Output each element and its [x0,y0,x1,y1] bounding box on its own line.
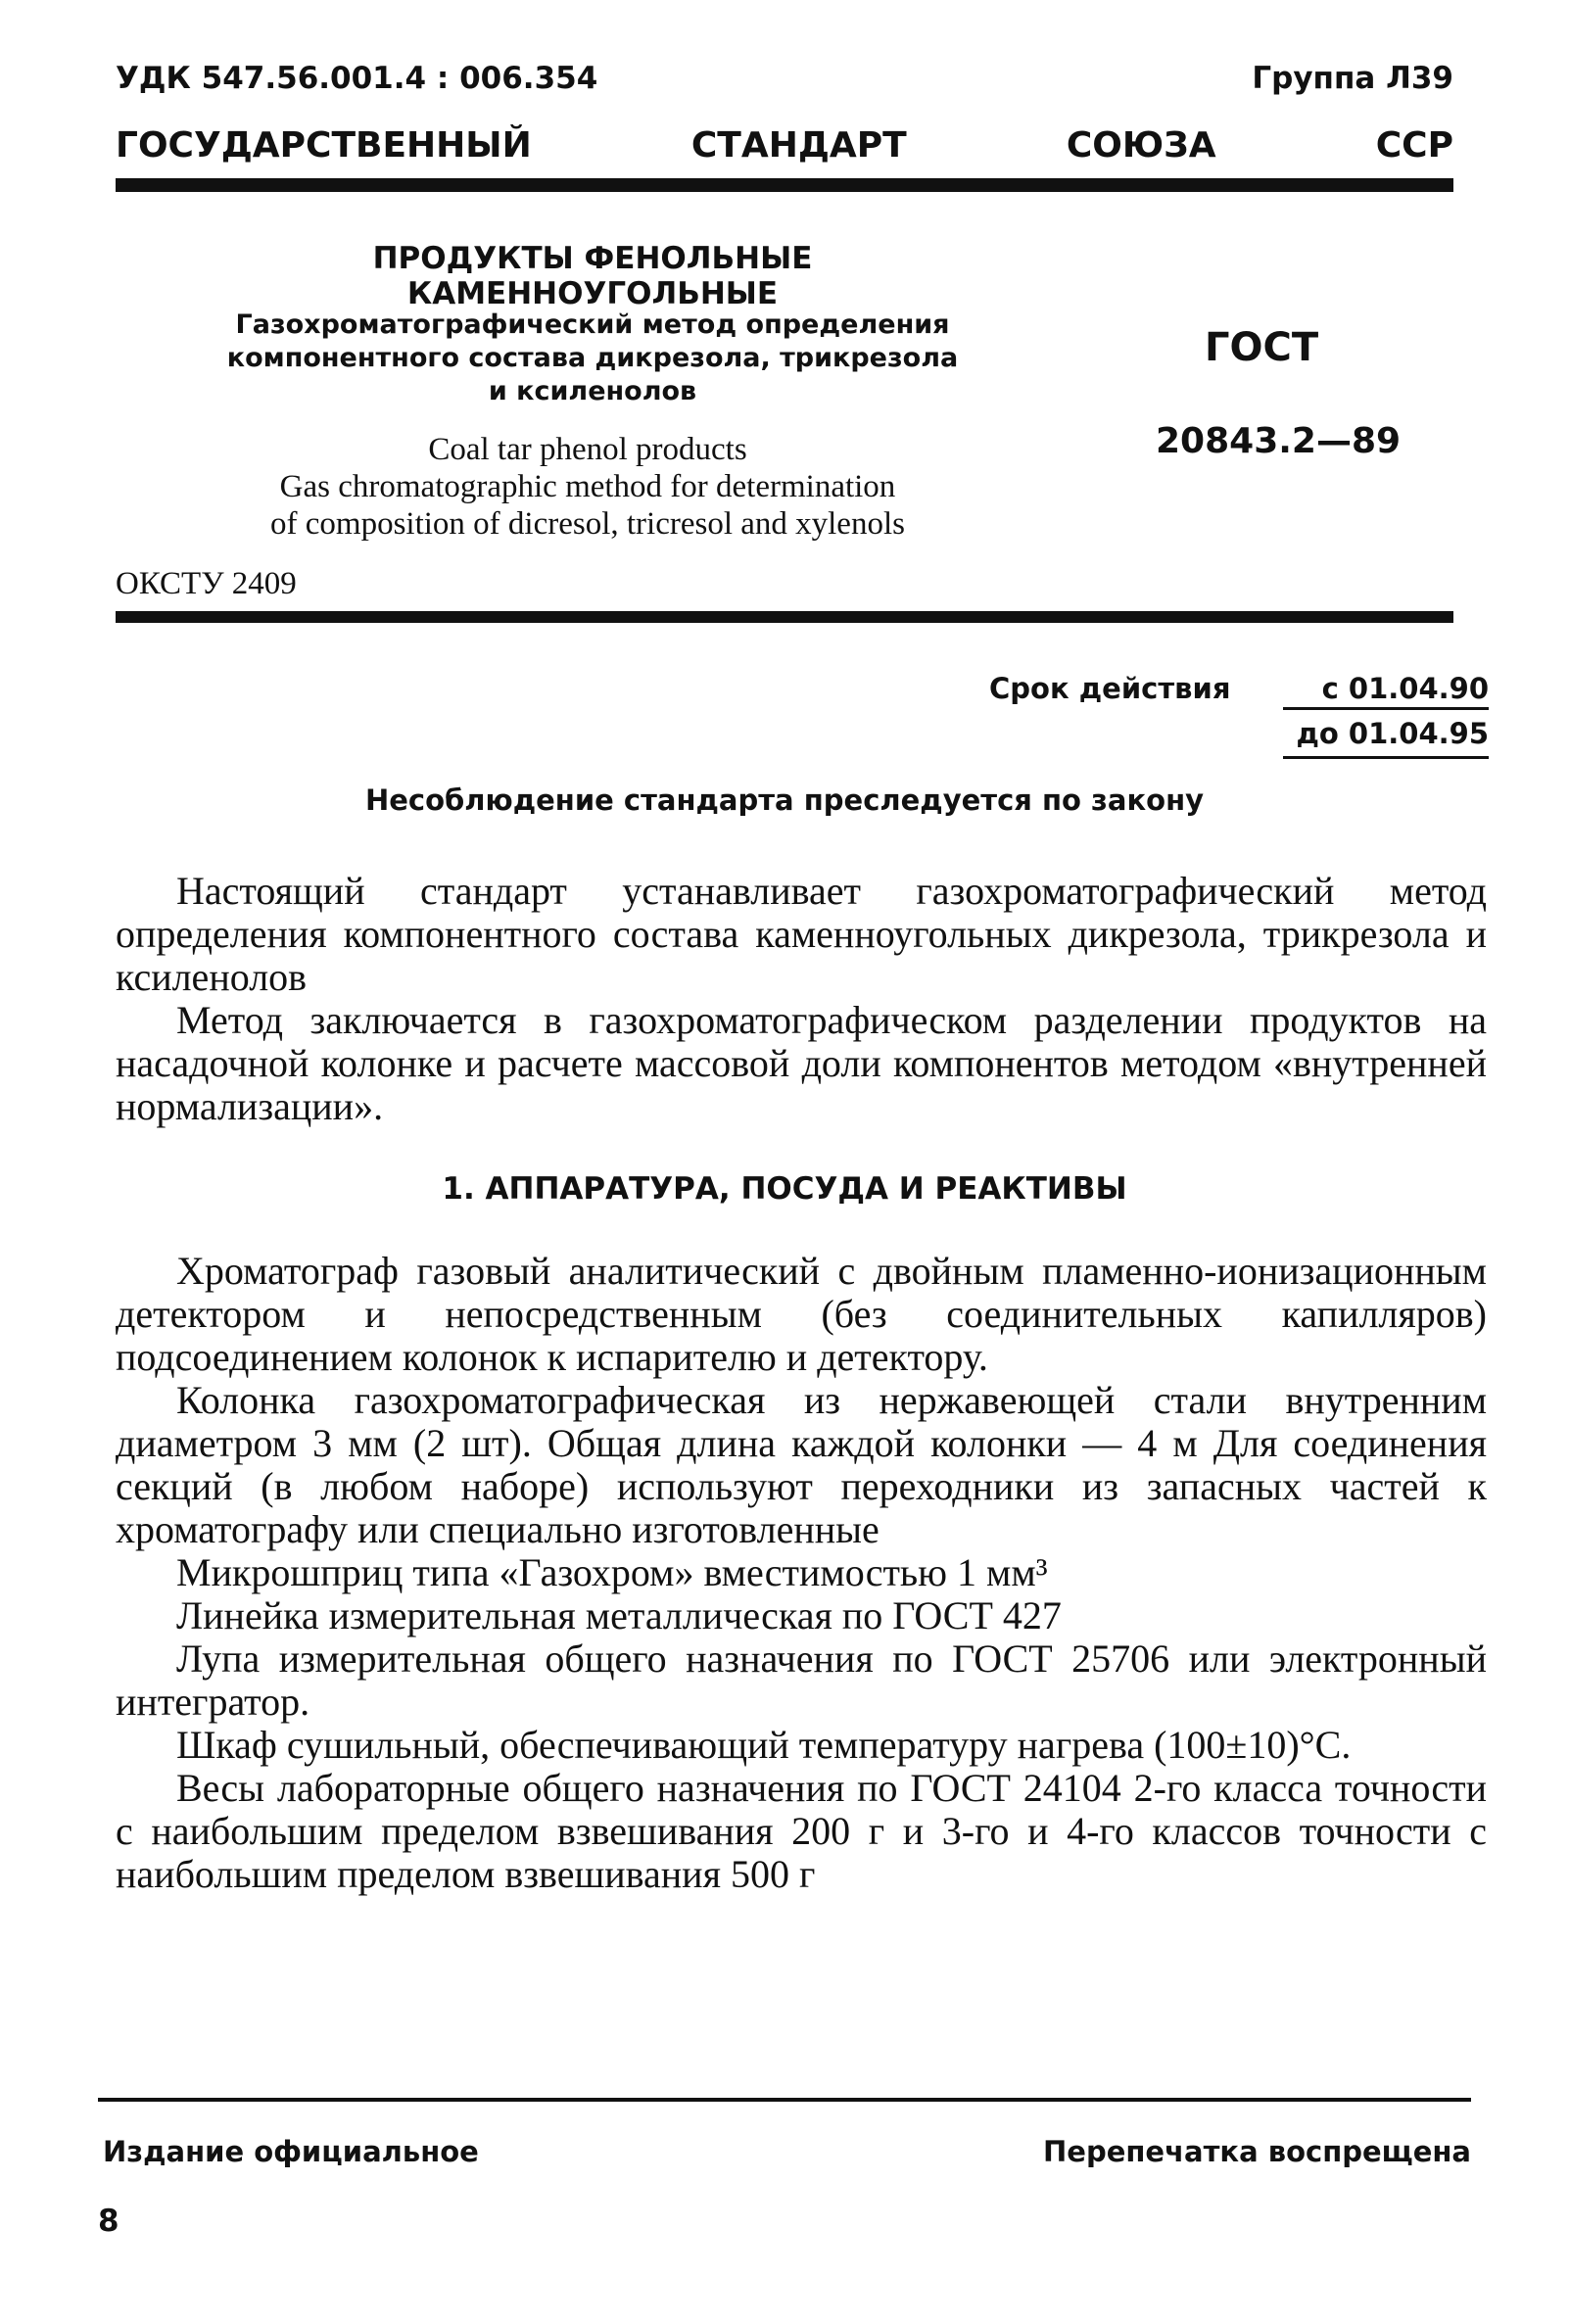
validity-from: с 01.04.90 [1321,672,1489,705]
product-title: ПРОДУКТЫ ФЕНОЛЬНЫЕ КАМЕННОУГОЛЬНЫЕ [372,241,813,311]
validity-to: до 01.04.95 [1296,717,1489,750]
legal-warning: Несоблюдение стандарта преследуется по закону [364,783,1205,817]
intro-paragraph: Настоящий стандарт устанавливает газохроматографический метод определения компонентного состава каменноугольных дикрезола, трикрезола и ксиленолов [116,869,1487,999]
state-title-word: ССР [1375,125,1453,166]
edition-note: Издание официальное [103,2135,479,2168]
method-ru-line: Газохроматографический метод определения [235,309,950,340]
section-heading: 1. АППАРАТУРА, ПОСУДА И РЕАКТИВЫ [442,1171,1127,1207]
group-code: Группа Л39 [1252,61,1453,96]
validity-rule [1283,756,1489,759]
state-title-word: СТАНДАРТ [690,125,907,166]
method-ru-line: и ксиленолов [488,376,697,406]
validity-label: Срок действия [989,672,1231,705]
equipment-item: Линейка измерительная металлическая по ГОСТ 427 [176,1593,1062,1637]
equipment-item: Шкаф сушильный, обеспечивающий температуру нагрева (100±10)°С. [176,1723,1352,1767]
equipment-item: Хроматограф газовый аналитический с двойным пламенно-ионизационным детектором и непосредственным (без соединительных капилляров) подсоединением колонок к испарителю и детектору. [116,1249,1487,1379]
title-divider [116,611,1453,623]
reprint-note: Перепечатка воспрещена [1043,2135,1471,2168]
intro-paragraph: Метод заключается в газохроматографическом разделении продуктов на насадочной колонке и расчете массовой доли компонентов методом «внутренней нормализации». [116,998,1487,1128]
method-en-line: Coal tar phenol products [428,432,747,467]
equipment-item: Весы лабораторные общего назначения по ГОСТ 24104 2-го класса точности с наибольшим пределом взвешивания 200 г и 3-го и 4-го классов точности с наибольшим пределом взвешивания 500 г [116,1766,1487,1896]
gost-label: ГОСТ [1205,325,1319,370]
page-number: 8 [98,2204,119,2239]
state-title-word: СОЮЗА [1066,125,1216,166]
equipment-list [116,1250,1487,1896]
footer-divider [98,2098,1471,2102]
equipment-item: Колонка газохроматографическая из нержавеющей стали внутренним диаметром 3 мм (2 шт). Общая длина каждой колонки — 4 м Для соединения секций (в любом наборе) используют переходники из запасных частей к хроматографу или специально изготовленные [116,1378,1487,1551]
equipment-item: Микрошприц типа «Газохром» вместимостью 1 мм³ [176,1550,1048,1594]
state-standard-title [116,125,1453,166]
method-title-en [157,431,1019,543]
method-title-ru [186,308,999,408]
equipment-item: Лупа измерительная общего назначения по ГОСТ 25706 или электронный интегратор. [116,1636,1487,1724]
gost-number: 20843.2—89 [1156,421,1402,461]
method-ru-line: компонентного состава дикрезола, трикрезола [226,343,959,373]
validity-rule [1283,707,1489,710]
okstu-code: ОКСТУ 2409 [116,566,297,601]
state-title-word: ГОСУДАРСТВЕННЫЙ [116,125,532,166]
udk-code: УДК 547.56.001.4 : 006.354 [116,61,598,96]
method-en-line: Gas chromatographic method for determination [279,469,896,504]
header-divider [116,178,1453,192]
method-en-line: of composition of dicresol, tricresol and xylenols [270,506,905,542]
